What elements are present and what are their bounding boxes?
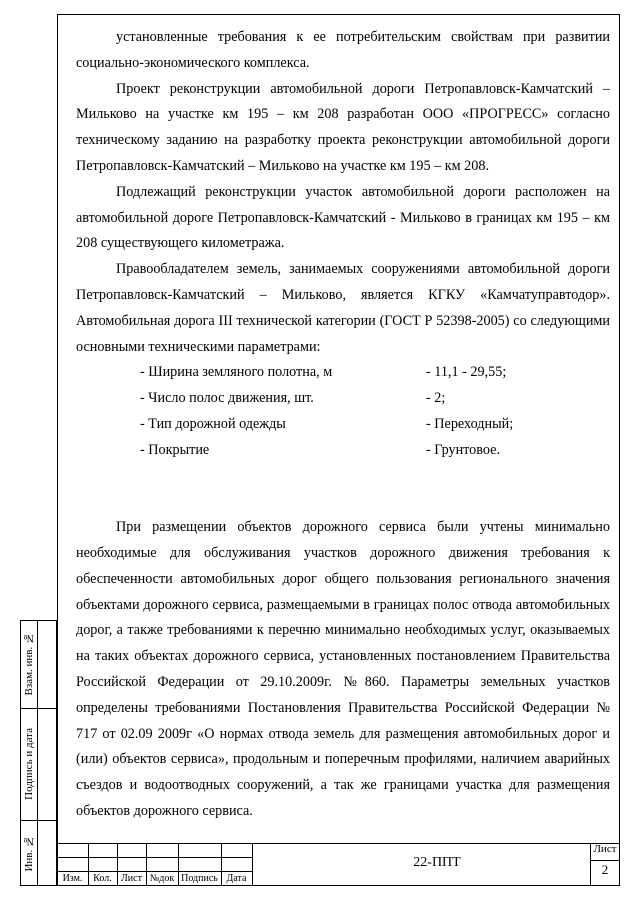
parameter-name: - Покрытие — [140, 441, 210, 458]
paragraph-2: Проект реконструкции автомобильной дороги Петропавловск-Камчатский – Мильково на участке км 195 – км 208 разработан ООО «ПРОГРЕСС» согласно техническому заданию на разработку проекта реконструкции автомобильной дороги Петропавловск-Камчатский – Мильково на участке км 195 – км 208. — [76, 80, 610, 174]
parameter-row — [140, 412, 610, 438]
paragraph-final: При размещении объектов дорожного сервиса были учтены минимально необходимые для обслуживания участков дорожного движения требования к обеспеченности автомобильных дорог общего пользования регионального значения объектами дорожного сервиса, размещаемыми в границах полос отвода автомобильных дорог, а также требованиями к перечню минимально необходимых услуг, оказываемых на таких объектах дорожного сервиса, установленных постановлением Правительства Российской Федерации от 29.10.2009г. №860. Параметры земельных участков определены требованиями Постановления Правительства Российской Федерации № 717 от 02.09 2009г «О нормах отвода земель для размещения автомобильных дорог и (или) объектов сервиса», продольным и поперечным профилями, наличием аварийных съездов и водоотводных сооружений, а так же границами участка для размещения объектов дорожного сервиса. — [76, 519, 610, 819]
header-list: Лист — [121, 873, 142, 884]
title-block-line — [57, 871, 252, 872]
title-block-line — [252, 843, 253, 886]
parameters-list — [140, 360, 610, 463]
parameter-row — [140, 438, 610, 464]
title-block-line — [57, 857, 252, 858]
podpis-label: Подпись и дата — [23, 728, 35, 800]
parameter-row — [140, 386, 610, 412]
parameter-value: - 11,1 - 29,55; — [426, 364, 507, 381]
parameter-value: - 2; — [426, 390, 446, 407]
side-stamp — [20, 620, 57, 886]
header-data: Дата — [226, 873, 247, 884]
document-body — [76, 25, 610, 825]
header-izm: Изм. — [62, 873, 83, 884]
title-block-line — [57, 843, 620, 844]
parameter-row — [140, 360, 610, 386]
header-kol: Кол. — [93, 873, 112, 884]
sheet-number: 2 — [601, 862, 609, 877]
paragraph-3: Подлежащий реконструкции участок автомобильной дороги расположен на автомобильной дороге Петропавловск-Камчатский - Мильково в границах км 195 – км 208 существующего километража. — [76, 183, 610, 252]
sheet-label: Лист — [593, 843, 617, 855]
parameter-name: - Тип дорожной одежды — [140, 415, 286, 432]
parameter-name: - Ширина земляного полотна, м — [140, 364, 333, 381]
inv-label: Инв. № — [23, 834, 35, 872]
header-podpis: Подпись — [181, 873, 218, 884]
side-stamp-border — [37, 620, 57, 886]
spacer — [76, 464, 610, 516]
paragraph-4: Правообладателем земель, занимаемых сооружениями автомобильной дороги Петропавловск-Камчатский – Мильково, является КГКУ «Камчатуправтодор». Автомобильная дорога III технической категории (ГОСТ Р 52398-2005) со следующими основными техническими параметрами: — [76, 261, 610, 355]
paragraph-1: установленные требования к ее потребительским свойствам при развитии социально-экономического комплекса. — [76, 29, 610, 71]
title-block — [57, 843, 620, 886]
parameter-name: - Число полос движения, шт. — [140, 390, 314, 407]
vzam-label: Взам. инв. № — [23, 632, 35, 696]
title-block-line — [590, 860, 620, 861]
parameter-value: - Грунтовое. — [426, 441, 500, 458]
document-code: 22-ППТ — [413, 855, 461, 870]
header-nodok: №док — [149, 873, 175, 884]
parameter-value: - Переходный; — [426, 415, 514, 432]
